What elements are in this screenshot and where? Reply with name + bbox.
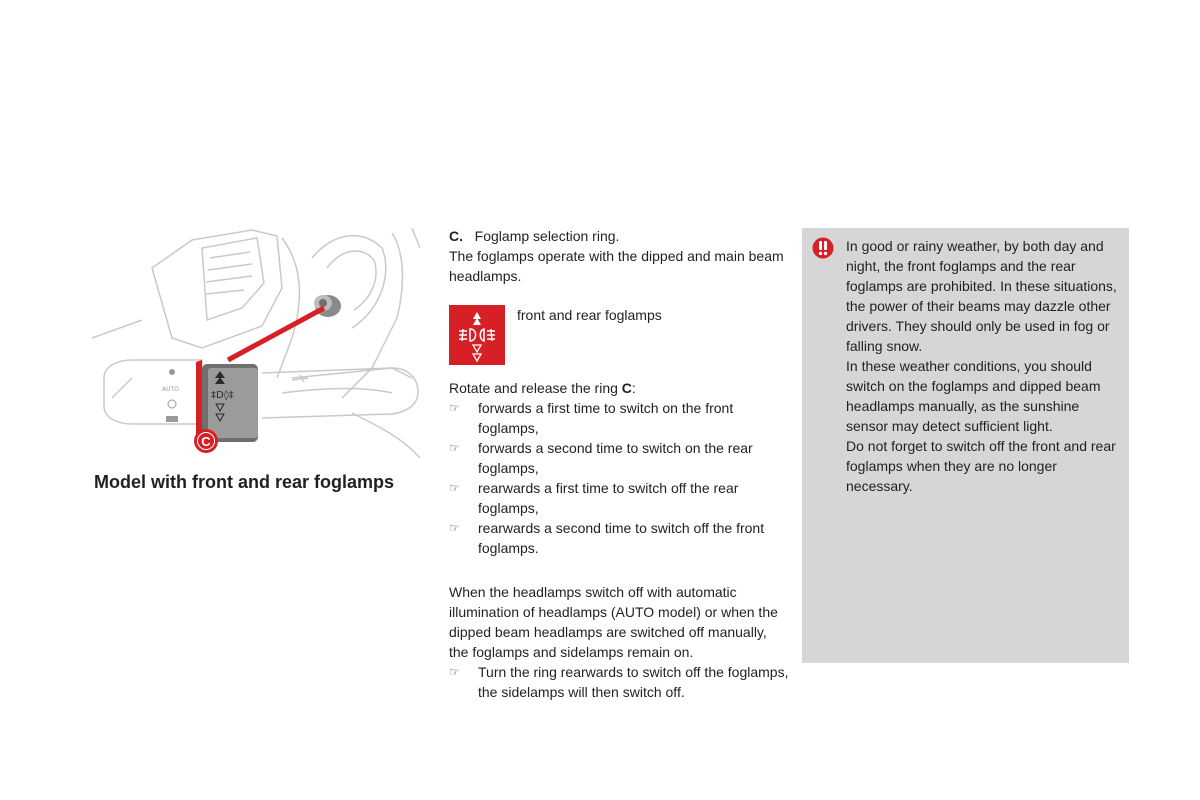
auto-paragraph: When the headlamps switch off with automatic illumination of headlamps (AUTO model) or when the dipped beam headlamps are switched off manually, the foglamps and sidelamps remain on. xyxy=(449,584,778,660)
list-item xyxy=(449,518,789,558)
pointing-hand-icon: ☞ xyxy=(449,401,460,415)
ring-definition xyxy=(449,226,789,246)
step-text: forwards a first time to switch on the front foglamps, xyxy=(478,400,734,436)
rotation-steps xyxy=(449,398,789,558)
list-item xyxy=(449,438,789,478)
front-rear-foglamp-icon xyxy=(449,305,505,365)
warning-text xyxy=(846,236,1124,496)
rotate-key: C xyxy=(621,380,632,396)
ring-label: Foglamp selection ring. xyxy=(474,228,620,244)
ring-key: C. xyxy=(449,228,463,244)
pointer-line xyxy=(228,308,324,360)
stalk-illustration xyxy=(92,228,420,458)
step-text: rearwards a second time to switch off the front foglamps. xyxy=(478,520,765,556)
warning-paragraph: Do not forget to switch off the front and rear foglamps when they are no longer necessary. xyxy=(846,438,1116,494)
foglamp-icon-row xyxy=(449,305,789,367)
auto-label: AUTO xyxy=(162,386,179,393)
pointing-hand-icon: ☞ xyxy=(449,481,460,495)
step-text: rearwards a first time to switch off the rear foglamps, xyxy=(478,480,739,516)
rotate-suffix: : xyxy=(631,380,636,396)
warning-box xyxy=(802,228,1129,663)
list-item xyxy=(449,662,789,702)
rotate-intro-text: Rotate and release the ring xyxy=(449,380,618,396)
pointing-hand-icon: ☞ xyxy=(449,441,460,455)
operate-text: The foglamps operate with the dipped and main beam headlamps. xyxy=(449,248,784,284)
warning-paragraph: In good or rainy weather, by both day and night, the front foglamps and the rear foglamps are prohibited. In these situations, the power of their beams may dazzle other drivers. They should only be used in fog or falling snow. xyxy=(846,238,1117,354)
ring-c-badge-label: C xyxy=(201,434,211,449)
svg-text:‡D◊‡: ‡D◊‡ xyxy=(211,390,234,401)
list-item xyxy=(449,478,789,518)
pointing-hand-icon: ☞ xyxy=(449,521,460,535)
pointing-hand-icon: ☞ xyxy=(449,665,460,679)
instructions-column xyxy=(449,226,789,702)
foglamp-icon-caption: front and rear foglamps xyxy=(517,307,662,323)
section-title: Model with front and rear foglamps xyxy=(94,472,395,492)
step-text: forwards a second time to switch on the rear foglamps, xyxy=(478,440,753,476)
step-text: Turn the ring rearwards to switch off the foglamps, the sidelamps will then switch off. xyxy=(478,664,789,700)
stalk-drawing xyxy=(92,228,420,458)
final-steps xyxy=(449,662,789,702)
rotate-instruction xyxy=(449,378,789,398)
list-item xyxy=(449,398,789,438)
warning-exclamation-icon xyxy=(812,237,834,259)
warning-paragraph: In these weather conditions, you should switch on the foglamps and dipped beam headlamps manually, as the sunshine sensor may detect sufficient light. xyxy=(846,358,1101,434)
